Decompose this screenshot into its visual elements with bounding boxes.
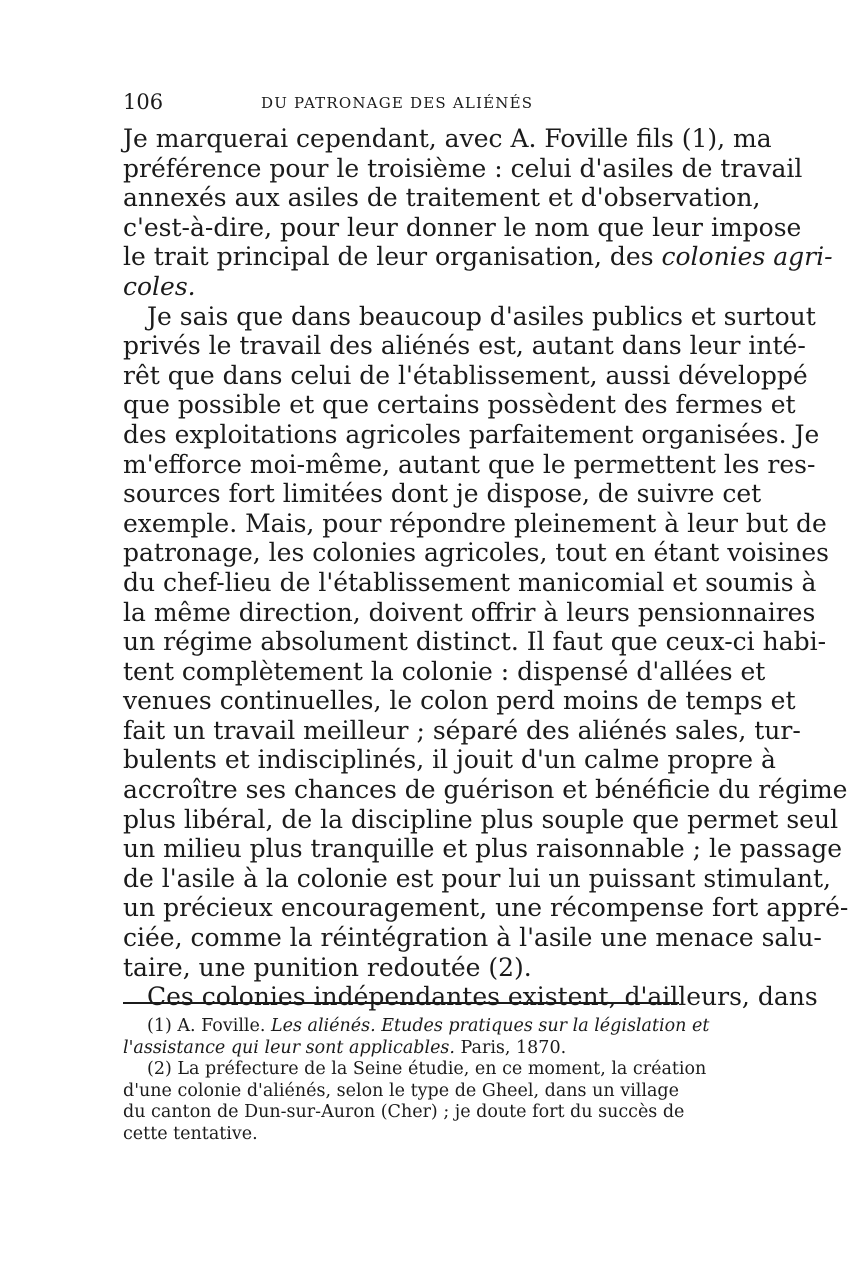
text-line: m'efforce moi-même, autant que le permettent les res-: [123, 449, 816, 479]
footnote-rule: [123, 1002, 679, 1004]
text-line: des exploitations agricoles parfaitement organisées. Je: [123, 419, 820, 449]
footnote-line: d'une colonie d'aliénés, selon le type de Gheel, dans un village: [123, 1080, 679, 1101]
page-number: 106: [123, 90, 164, 114]
footnote-line: du canton de Dun-sur-Auron (Cher) ; je doute fort du succès de: [123, 1102, 685, 1122]
text-run: le trait principal de leur organisation, des: [123, 242, 662, 272]
paragraph-3: [123, 982, 818, 1012]
text-line: du chef-lieu de l'établissement manicomial et soumis à: [123, 567, 817, 597]
italic-term: colonies agri-: [661, 242, 833, 272]
text-line: sources fort limitées dont je dispose, de suivre cet: [123, 479, 762, 509]
footnote-line: cette tentative.: [123, 1123, 258, 1144]
footnotes: [123, 1016, 710, 1145]
text-line: Ces colonies indépendantes existent, d'ailleurs, dans: [147, 982, 818, 1012]
text-line: la même direction, doivent offrir à leurs pensionnaires: [123, 597, 816, 627]
footnote-line: [123, 1038, 679, 1060]
text-line: annexés aux asiles de traitement et d'observation,: [123, 183, 761, 213]
text-line: un milieu plus tranquille et plus raisonnable ; le passage: [123, 834, 843, 864]
text-line: exemple. Mais, pour répondre pleinement à leur but de: [123, 508, 827, 538]
text-line: accroître ses chances de guérison et bénéficie du régime: [123, 775, 848, 805]
body-text: [123, 124, 848, 1012]
footnote-line: (2) La préfecture de la Seine étudie, en ce moment, la création: [147, 1059, 707, 1079]
text-line: taire, une punition redoutée (2).: [123, 952, 532, 982]
page-header: [123, 90, 679, 120]
text-line: privés le travail des aliénés est, autant dans leur inté-: [123, 331, 806, 361]
text-line: venues continuelles, le colon perd moins de temps et: [123, 686, 796, 716]
text-line: [123, 242, 833, 272]
text-line: tent complètement la colonie : dispensé d'allées et: [123, 656, 766, 686]
text-line: de l'asile à la colonie est pour lui un puissant stimulant,: [123, 863, 832, 893]
text-line: c'est-à-dire, pour leur donner le nom que leur impose: [123, 212, 802, 242]
text-line: plus libéral, de la discipline plus souple que permet seul: [123, 804, 839, 834]
italic-title: Les aliénés. Etudes pratiques sur la législation et: [271, 1016, 710, 1036]
footnote-1: [123, 1016, 710, 1059]
text-line: Je sais que dans beaucoup d'asiles publics et surtout: [147, 301, 816, 331]
footnote-2: [123, 1059, 707, 1145]
text-line: ciée, comme la réintégration à l'asile une menace salu-: [123, 923, 822, 953]
text-run: Paris, 1870.: [454, 1037, 567, 1058]
text-line: que possible et que certains possèdent des fermes et: [123, 390, 796, 420]
text-line: fait un travail meilleur ; séparé des aliénés sales, tur-: [123, 715, 801, 745]
text-line: Je marquerai cependant, avec A. Foville fils (1), ma: [123, 124, 772, 153]
italic-term: coles.: [123, 271, 196, 301]
text-line: bulents et indisciplinés, il jouit d'un calme propre à: [123, 745, 776, 775]
paragraph-1: [123, 124, 833, 302]
text-line: préférence pour le troisième : celui d'asiles de travail: [123, 153, 803, 183]
text-line: [123, 272, 679, 302]
text-line: patronage, les colonies agricoles, tout en étant voisines: [123, 538, 830, 568]
text-run: (1) A. Foville.: [147, 1016, 271, 1036]
running-title: DU PATRONAGE DES ALIÉNÉS: [261, 94, 534, 112]
text-line: un régime absolument distinct. Il faut que ceux-ci habi-: [123, 627, 827, 657]
text-line: rêt que dans celui de l'établissement, aussi développé: [123, 360, 808, 390]
footnote-line: [123, 1016, 710, 1038]
text-line: un précieux encouragement, une récompense fort appré-: [123, 893, 848, 923]
paragraph-2: [123, 301, 848, 983]
italic-title: l'assistance qui leur sont applicables.: [123, 1037, 455, 1058]
